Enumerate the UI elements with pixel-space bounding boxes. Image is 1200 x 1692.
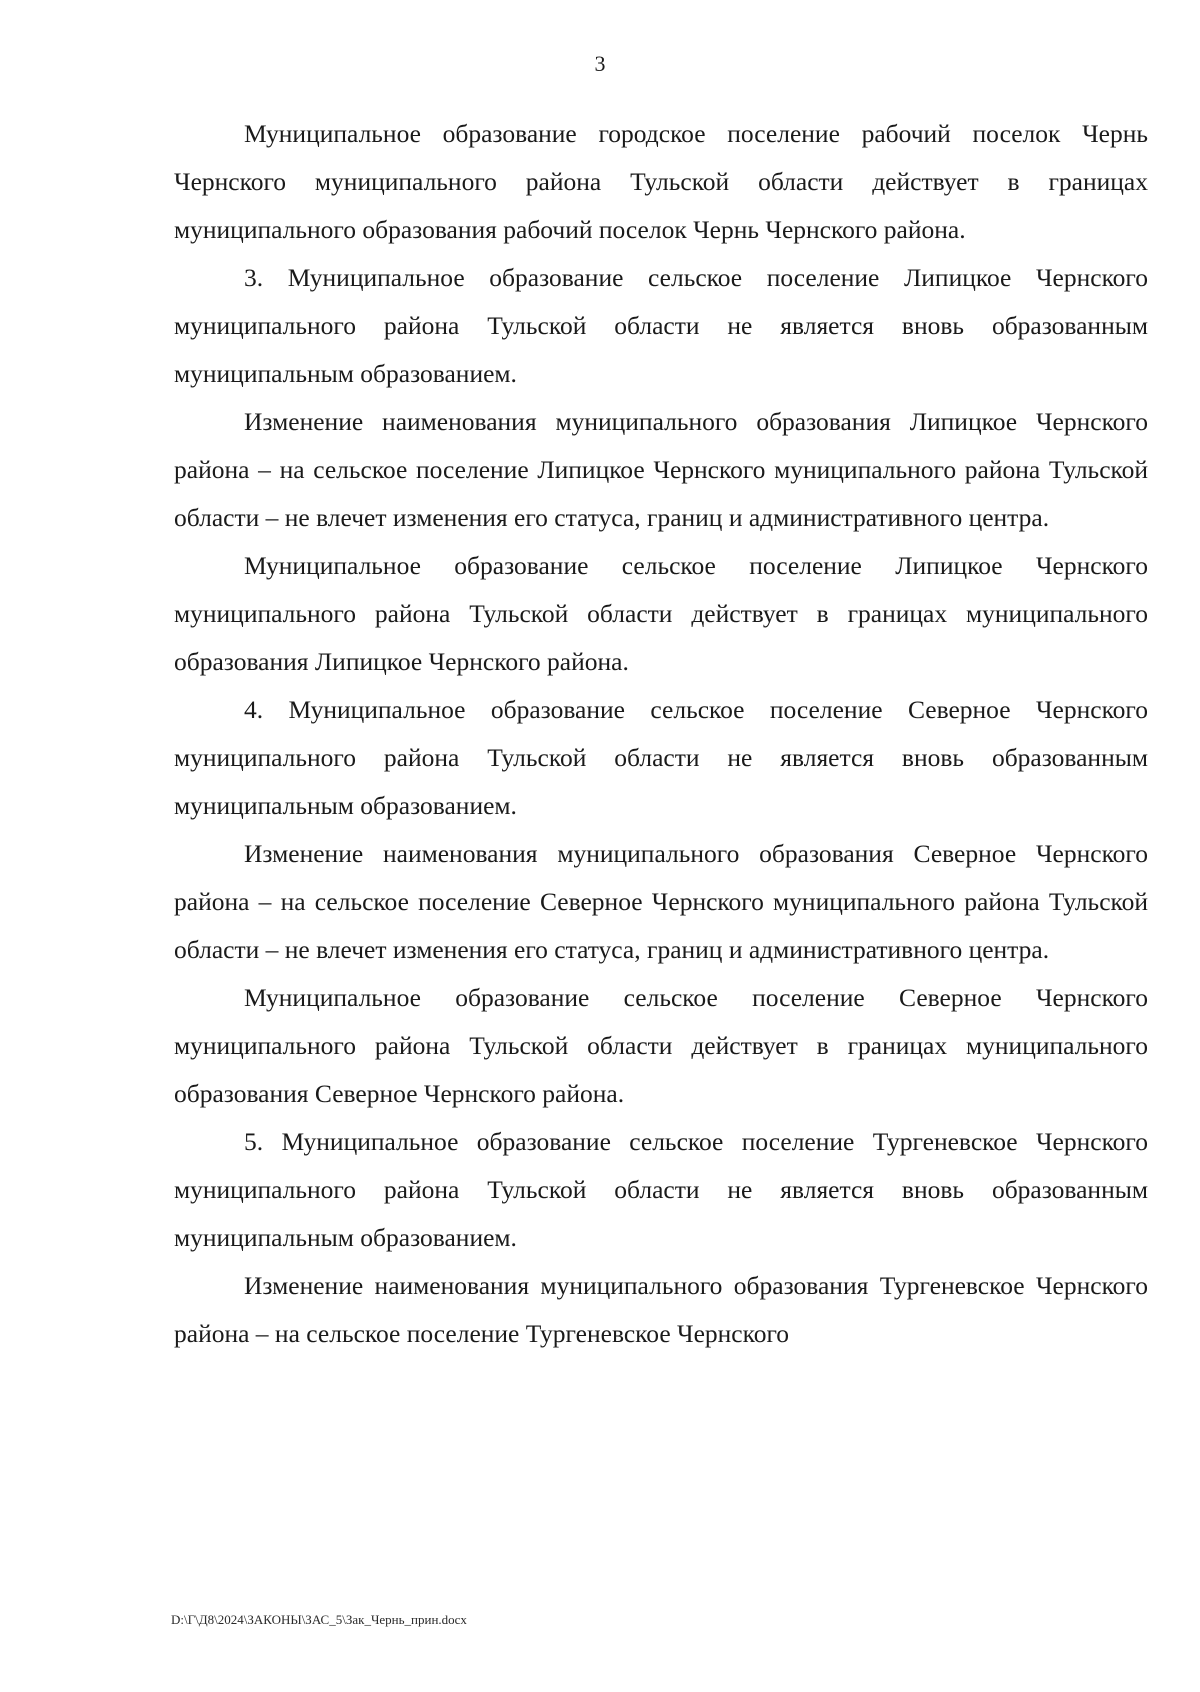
paragraph: 5. Муниципальное образование сельское поселение Тургеневское Чернского муниципального района Тульской области не является вновь образованным муниципальным образованием. — [174, 1127, 1148, 1252]
paragraph: Муниципальное образование сельское поселение Северное Чернского муниципального района Тульской области действует в границах муниципального образования Северное Чернского района. — [174, 983, 1148, 1108]
paragraph: Муниципальное образование городское поселение рабочий поселок Чернь Чернского муниципального района Тульской области действует в границах муниципального образования рабочий поселок Чернь Чернского района. — [174, 119, 1148, 244]
paragraph: Изменение наименования муниципального образования Тургеневское Чернского района – на сельское поселение Тургеневское Чернского — [174, 1271, 1148, 1348]
paragraph: 4. Муниципальное образование сельское поселение Северное Чернского муниципального района Тульской области не является вновь образованным муниципальным образованием. — [174, 695, 1148, 820]
page-number: 3 — [594, 51, 606, 76]
paragraph: Изменение наименования муниципального образования Северное Чернского района – на сельское поселение Северное Чернского муниципального района Тульской области – не влечет изменения его статуса, границ и административного центра. — [174, 839, 1148, 964]
document-body — [174, 110, 1148, 1358]
paragraph: Изменение наименования муниципального образования Липицкое Чернского района – на сельское поселение Липицкое Чернского муниципального района Тульской области – не влечет изменения его статуса, границ и административного центра. — [174, 407, 1148, 532]
paragraph: 3. Муниципальное образование сельское поселение Липицкое Чернского муниципального района Тульской области не является вновь образованным муниципальным образованием. — [174, 263, 1148, 388]
file-path-footer: D:\Г\Д8\2024\ЗАКОНЫ\ЗАС_5\Зак_Чернь_прин.docx — [171, 1612, 467, 1627]
paragraph: Муниципальное образование сельское поселение Липицкое Чернского муниципального района Тульской области действует в границах муниципального образования Липицкое Чернского района. — [174, 551, 1148, 676]
